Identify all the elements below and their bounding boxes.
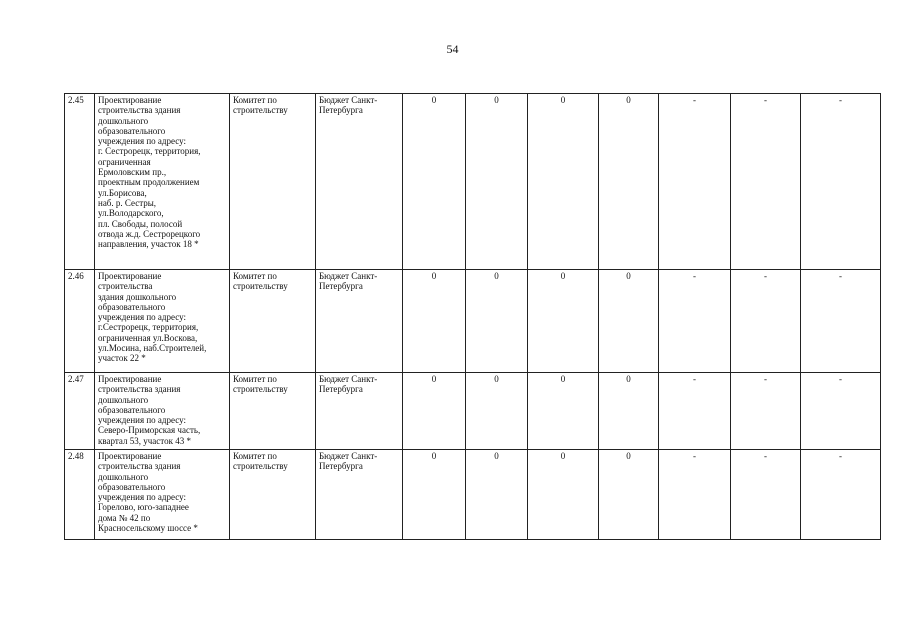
value-cell: 0: [528, 270, 599, 373]
table-row: [65, 270, 881, 373]
table-row: [65, 450, 881, 540]
value-cell: 0: [403, 450, 466, 540]
activity-description: Проектирование строительства здания дошкольного образовательного учреждения по адресу: г. Сестрорецк, территория, ограниченная Ермоловским пр., проектным продолжением ул.Борисова, наб. р. Сестры, ул.Володарского, пл. Свободы, полосой отвода ж.д. Сестрорецкого направления, участок 18 *: [95, 94, 230, 270]
value-cell: 0: [528, 373, 599, 450]
value-cell: 0: [599, 450, 659, 540]
value-cell: -: [659, 94, 731, 270]
activity-description: Проектирование строительства здания дошкольного образовательного учреждения по адресу: Северо-Приморская часть, квартал 53, участок 43 *: [95, 373, 230, 450]
value-cell: -: [731, 94, 801, 270]
value-cell: 0: [403, 270, 466, 373]
value-cell: -: [801, 270, 881, 373]
row-number: 2.45: [65, 94, 95, 270]
value-cell: 0: [466, 450, 528, 540]
value-cell: -: [659, 373, 731, 450]
page-number: 54: [446, 42, 459, 56]
value-cell: -: [731, 373, 801, 450]
value-cell: 0: [466, 94, 528, 270]
value-cell: 0: [466, 270, 528, 373]
value-cell: 0: [528, 450, 599, 540]
funding-source-cell: Бюджет Санкт- Петербурга: [316, 94, 403, 270]
funding-source-cell: Бюджет Санкт- Петербурга: [316, 270, 403, 373]
executor-cell: Комитет по строительству: [230, 373, 316, 450]
value-cell: -: [659, 450, 731, 540]
value-cell: -: [731, 450, 801, 540]
value-cell: -: [801, 373, 881, 450]
funding-source-cell: Бюджет Санкт- Петербурга: [316, 373, 403, 450]
value-cell: 0: [599, 270, 659, 373]
value-cell: 0: [466, 373, 528, 450]
executor-cell: Комитет по строительству: [230, 94, 316, 270]
row-number: 2.48: [65, 450, 95, 540]
value-cell: 0: [403, 373, 466, 450]
executor-cell: Комитет по строительству: [230, 450, 316, 540]
value-cell: 0: [599, 373, 659, 450]
table-row: [65, 94, 881, 270]
value-cell: -: [659, 270, 731, 373]
program-table: [64, 93, 881, 540]
executor-cell: Комитет по строительству: [230, 270, 316, 373]
row-number: 2.47: [65, 373, 95, 450]
value-cell: 0: [528, 94, 599, 270]
table-row: [65, 373, 881, 450]
value-cell: 0: [599, 94, 659, 270]
value-cell: 0: [403, 94, 466, 270]
value-cell: -: [801, 94, 881, 270]
value-cell: -: [801, 450, 881, 540]
value-cell: -: [731, 270, 801, 373]
activity-description: Проектирование строительства здания дошкольного образовательного учреждения по адресу: г.Сестрорецк, территория, ограниченная ул.Воскова, ул.Мосина, наб.Строителей, участок 22 *: [95, 270, 230, 373]
funding-source-cell: Бюджет Санкт- Петербурга: [316, 450, 403, 540]
row-number: 2.46: [65, 270, 95, 373]
activity-description: Проектирование строительства здания дошкольного образовательного учреждения по адресу: Горелово, юго-западнее дома № 42 по Красносельскому шоссе *: [95, 450, 230, 540]
